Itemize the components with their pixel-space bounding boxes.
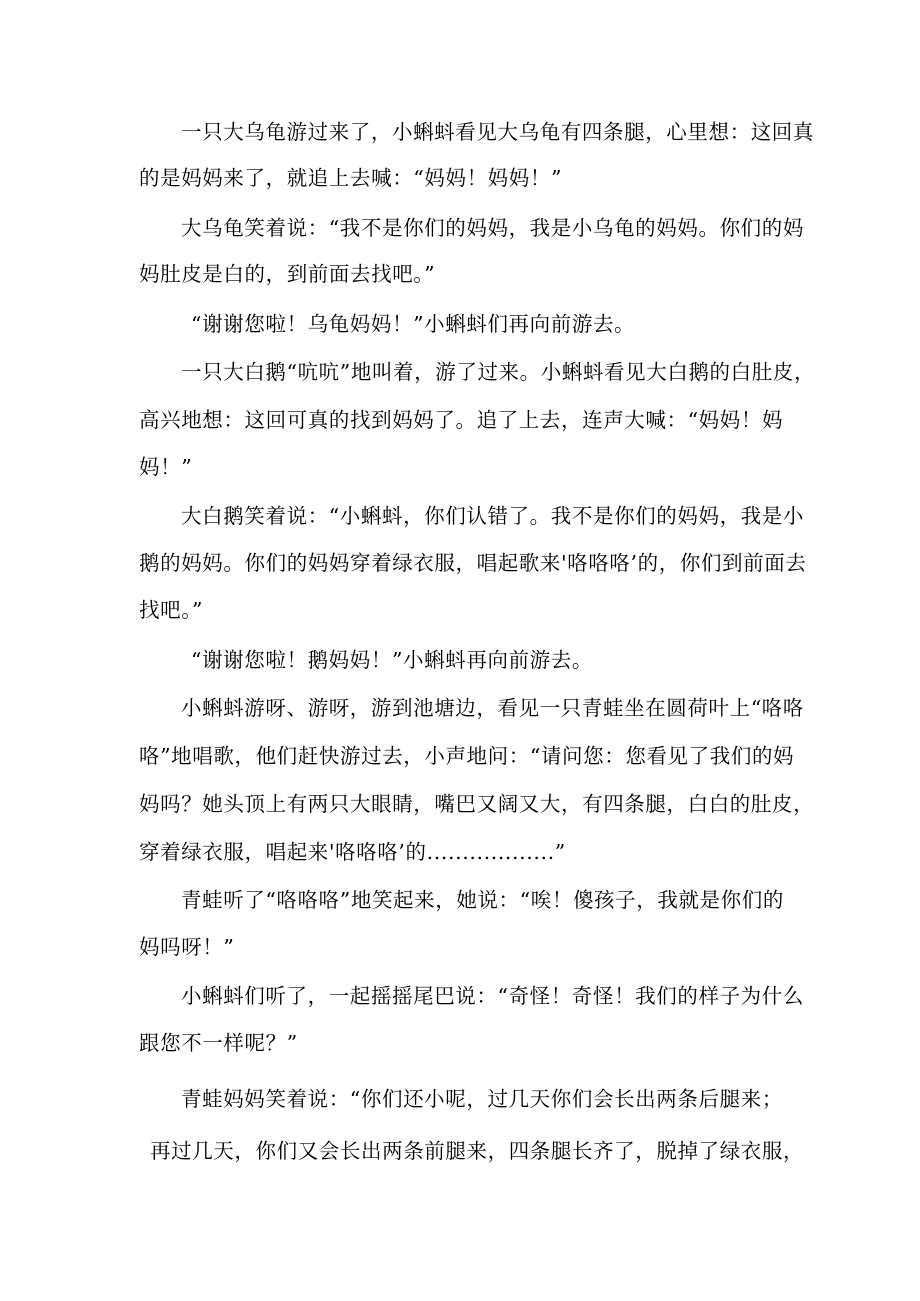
text-line: 大乌龟笑着说：“我不是你们的妈妈，我是小乌龟的妈妈。你们的妈 — [181, 216, 804, 240]
text-line: 妈肚皮是白的，到前面去找吧。” — [139, 262, 436, 286]
text-line: 再过几天，你们又会长出两条前腿来，四条腿长齐了，脱掉了绿衣服， — [150, 1139, 805, 1163]
text-line: “谢谢您啦！乌龟妈妈！”小蝌蚪们再向前游去。 — [191, 312, 636, 336]
text-line: 大白鹅笑着说：“小蝌蚪，你们认错了。我不是你们的妈妈，我是小 — [181, 504, 804, 528]
text-line: 找吧。” — [139, 598, 204, 622]
text-line: 咯”地唱歌，他们赶快游过去，小声地问：“请问您：您看见了我们的妈 — [139, 744, 795, 768]
text-line: 小蝌蚪游呀、游呀，游到池塘边，看见一只青蛙坐在圆荷叶上“咯咯 — [181, 696, 804, 720]
text-line: “谢谢您啦！鹅妈妈！”小蝌蚪再向前游去。 — [191, 648, 593, 672]
text-line: 青蛙妈妈笑着说：“你们还小呢，过几天你们会长出两条后腿来； — [181, 1087, 783, 1111]
text-line: 小蝌蚪们听了，一起摇摇尾巴说：“奇怪！奇怪！我们的样子为什么 — [181, 984, 804, 1008]
text-line: 青蛙听了“咯咯咯”地笑起来，她说：“唉！傻孩子，我就是你们的 — [181, 888, 784, 912]
text-line: 高兴地想：这回可真的找到妈妈了。追了上去，连声大喊：“妈妈！妈 — [139, 408, 784, 432]
text-line: 跟您不一样呢？” — [139, 1031, 298, 1055]
text-line: 穿着绿衣服，唱起来'咯咯咯’的..................” — [139, 840, 566, 864]
text-line: 一只大乌龟游过来了，小蝌蚪看见大乌龟有四条腿，心里想：这回真 — [181, 120, 814, 144]
text-line: 妈吗？她头顶上有两只大眼睛，嘴巴又阔又大，有四条腿，白白的肚皮， — [139, 792, 815, 816]
text-line: 妈吗呀！” — [139, 935, 235, 959]
text-line: 鹅的妈妈。你们的妈妈穿着绿衣服，唱起歌来'咯咯咯’的，你们到前面去 — [139, 551, 807, 575]
text-line: 一只大白鹅“吭吭”地叫着，游了过来。小蝌蚪看见大白鹅的白肚皮， — [181, 360, 816, 384]
text-line: 妈！” — [139, 455, 193, 479]
text-line: 的是妈妈来了，就追上去喊：“妈妈！妈妈！” — [139, 166, 563, 190]
